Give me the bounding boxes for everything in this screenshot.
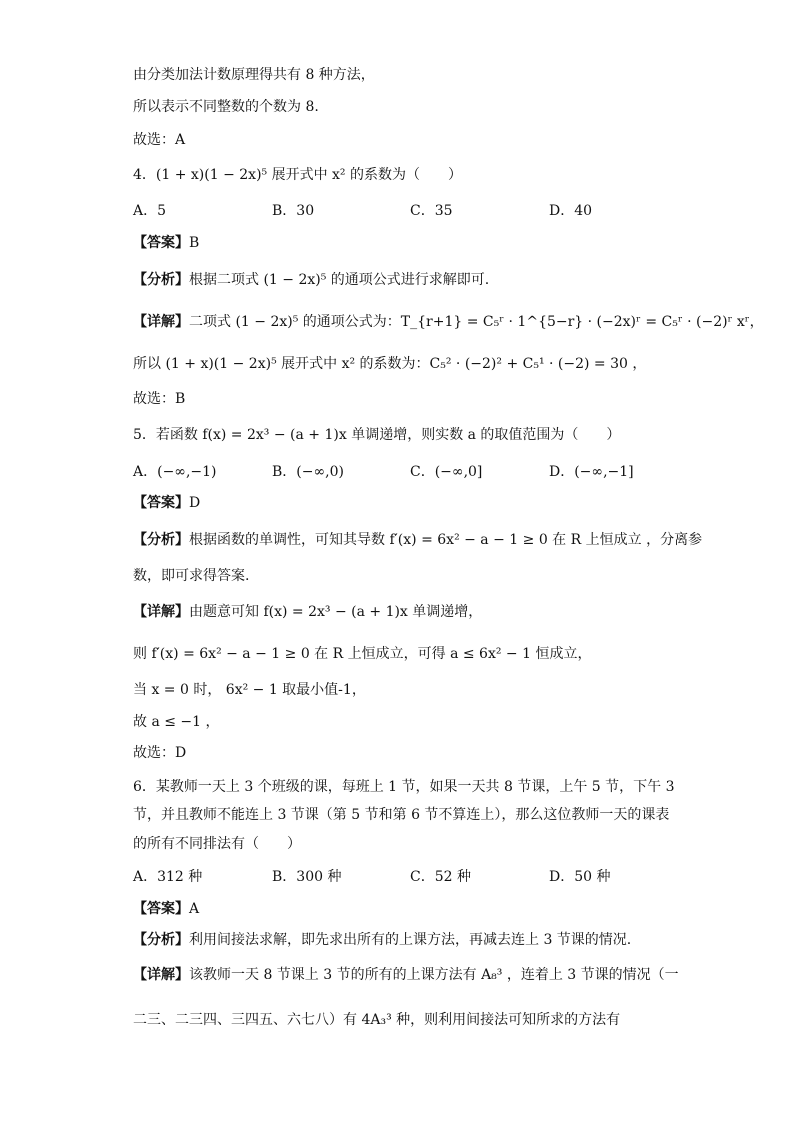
analysis-label: 【分析】 [133,932,189,948]
q5-option-d: D．(−∞,−1] [549,464,634,480]
q6-stem-line-2: 节，并且教师不能连上 3 节课（第 5 节和第 6 节不算连上），那么这位教师一天的课表 [133,807,670,823]
q6-answer [133,900,199,918]
q6-option-a: A．312 种 [133,869,203,885]
detail-text: 由题意可知 f(x) = 2x³ − (a + 1)x 单调递增， [189,604,483,620]
intro-line-2: 所以表示不同整数的个数为 8. [133,99,319,115]
answer-value: D [189,495,201,511]
q5-stem: 5．若函数 f(x) = 2x³ − (a + 1)x 单调递增，则实数 a 的取值范围为（ ） [133,427,621,443]
q5-detail-line-3: 当 x = 0 时， 6x² − 1 取最小值-1， [133,682,366,698]
q6-stem-line-1: 6．某教师一天上 3 个班级的课，每班上 1 节，如果一天共 8 节课，上午 5 节，下午 3 [133,779,675,795]
q6-option-b: B．300 种 [272,869,342,885]
intro-line-1: 由分类加法计数原理得共有 8 种方法， [133,67,375,83]
q4-option-c: C．35 [410,203,453,219]
analysis-text: 根据二项式 (1 − 2x)⁵ 的通项公式进行求解即可. [189,272,490,288]
q5-conclusion: 故选：D [133,745,187,761]
analysis-text: 根据函数的单调性，可知其导数 f′(x) = 6x² − a − 1 ≥ 0 在 R 上恒成立 ，分离参 [189,532,703,548]
analysis-text: 利用间接法求解，即先求出所有的上课方法，再减去连上 3 节课的情况. [189,932,632,948]
q6-option-c: C．52 种 [410,869,471,885]
q5-detail-line-4: 故 a ≤ −1 ， [133,714,220,730]
detail-label: 【详解】 [133,604,189,620]
q4-stem: 4．(1 + x)(1 − 2x)⁵ 展开式中 x² 的系数为（ ） [133,167,462,183]
answer-label: 【答案】 [133,901,189,917]
q4-option-d: D．40 [549,203,593,219]
q4-option-b: B．30 [272,203,315,219]
q5-option-a: A．(−∞,−1) [133,464,217,480]
detail-text: 二项式 (1 − 2x)⁵ 的通项公式为：T_{r+1} = C₅ʳ · 1^{5−r} · (−2x)ʳ = C₅ʳ · (−2)ʳ xʳ， [189,314,764,330]
q5-detail [133,603,482,621]
answer-value: B [189,235,200,251]
q5-detail-line-2: 则 f′(x) = 6x² − a − 1 ≥ 0 在 R 上恒成立，可得 a ≤ 6x² − 1 恒成立， [133,646,592,662]
q5-answer [133,494,200,512]
q5-analysis [133,531,702,549]
analysis-label: 【分析】 [133,532,189,548]
answer-label: 【答案】 [133,235,189,251]
q6-analysis [133,931,631,949]
q6-stem-line-3: 的所有不同排法有（ ） [133,836,301,852]
q4-answer [133,234,199,252]
answer-value: A [189,901,200,917]
q5-option-b: B．(−∞,0) [272,464,344,480]
q5-option-c: C．(−∞,0] [410,464,483,480]
q4-detail [133,313,764,331]
analysis-label: 【分析】 [133,272,189,288]
q5-analysis-line-2: 数，即可求得答案. [133,568,250,584]
answer-label: 【答案】 [133,495,189,511]
intro-conclusion: 故选：A [133,132,186,148]
detail-label: 【详解】 [133,314,189,330]
detail-text: 该教师一天 8 节课上 3 节的所有的上课方法有 A₈³ ，连着上 3 节课的情况（一 [189,967,679,983]
q4-conclusion: 故选：B [133,391,186,407]
q6-option-d: D．50 种 [549,869,611,885]
q4-analysis [133,271,489,289]
q6-detail [133,966,679,984]
q4-option-a: A．5 [133,203,167,219]
detail-label: 【详解】 [133,967,189,983]
q6-detail-line-2: 二三、二三四、三四五、六七八）有 4A₃³ 种，则利用间接法可知所求的方法有 [133,1012,621,1028]
q4-detail-line-2: 所以 (1 + x)(1 − 2x)⁵ 展开式中 x² 的系数为：C₅² · (−2)² + C₅¹ · (−2) = 30 ， [133,356,647,372]
